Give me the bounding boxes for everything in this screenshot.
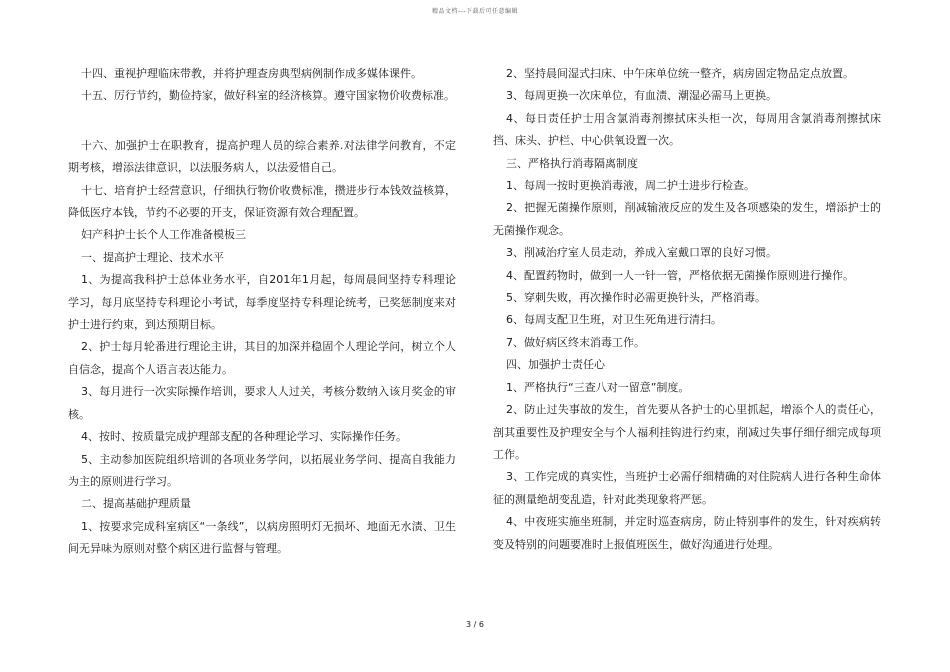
paragraph: 十六、加强护士在职教育，提高护理人员的综合素养.对法律学问教育，不定期考核，增添法律意识，以法服务病人，以法爱惜自己。 [68, 138, 456, 175]
paragraph: 7、做好病区终末消毒工作。 [506, 335, 645, 349]
paragraph: 3、削减治疗室人员走动，养成入室戴口罩的良好习惯。 [506, 246, 777, 260]
page-header: 精品文档---下载后可任意编辑 [432, 8, 518, 15]
left-column [68, 63, 456, 561]
paragraph: 2、防止过失事故的发生，首先要从各护士的心里抓起，增添个人的责任心，剖其重要性及护理安全与个人福利挂钩进行约束，削减过失事仔细仔细完成每项工作。 [493, 403, 881, 461]
paragraph: 2、护士每月轮番进行理论主讲，其目的加深并稳固个人理论学问，树立个人自信念，提高个人语言表达能力。 [68, 340, 456, 376]
paragraph: 4、中夜班实施坐班制，并定时巡查病房，防止特别事件的发生，针对疾病转变及特别的问题要准时上报值班医生，做好沟通进行处理。 [493, 515, 881, 551]
paragraph: 十四、重视护理临床带教，并将护理查房典型病例制作成多媒体课件。 [81, 67, 422, 80]
paragraph: 1、严格执行“三查八对一留意”制度。 [506, 380, 690, 394]
section-heading: 四、加强护士责任心 [506, 358, 605, 372]
paragraph: 4、配置药物时，做到一人一针一管，严格依据无菌操作原则进行操作。 [506, 268, 854, 282]
paragraph: 4、按时、按质量完成护理部支配的各种理论学习、实际操作任务。 [81, 430, 407, 444]
right-column [493, 63, 881, 556]
paragraph: 3、每周更换一次床单位，有血渍、潮湿必需马上更换。 [506, 89, 777, 103]
section-heading: 二、提高基础护理质量 [81, 497, 191, 511]
paragraph: 5、主动参加医院组织培训的各项业务学问，以拓展业务学问、提高自我能力为主的原则进行学习。 [68, 452, 456, 488]
paragraph: 4、每日责任护士用含氯消毒剂擦拭床头柜一次，每周用含氯消毒剂擦拭床挡、床头、护栏、中心供氧设置一次。 [493, 111, 881, 148]
paragraph: 1、按要求完成科室病区“一条线”，以病房照明灯无损坏、地面无水渍、卫生间无异味为原则对整个病区进行监督与管理。 [68, 519, 456, 556]
paragraph: 6、每周支配卫生班，对卫生死角进行清扫。 [506, 313, 722, 327]
paragraph: 1、为提高我科护士总体业务水平，自201年1月起，每周晨间坚持专科理论学习，每月底坚持专科理论小考试，每季度坚持专科理论统考，已奖惩制度来对护士进行约束，到达预期目标。 [68, 273, 456, 332]
paragraph: 3、工作完成的真实性，当班护士必需仔细精确的对住院病人进行各种生命体征的测量绝胡变乱造，针对此类现象将严惩。 [493, 470, 881, 506]
section-heading: 三、严格执行消毒隔离制度 [506, 156, 638, 170]
paragraph: 十七、培育护士经营意识，仔细执行物价收费标准，攒进步行本钱效益核算，降低医疗本钱，节约不必要的开支，保证资源有效合理配置。 [68, 183, 456, 220]
section-title: 妇产科护士长个人工作准备模板三 [81, 228, 246, 242]
page-number: 3 / 6 [466, 620, 484, 629]
paragraph: 3、每月进行一次实际操作培训，要求人人过关，考核分数纳入该月奖金的审核。 [68, 385, 456, 421]
section-heading: 一、提高护士理论、技术水平 [81, 250, 224, 264]
paragraph: 1、每周一按时更换消毒液，周二护士进步行检查。 [506, 179, 755, 193]
paragraph: 十五、厉行节约，勤俭持家，做好科室的经济核算。遵守国家物价收费标准。 [81, 89, 455, 103]
paragraph: 5、穿刺失败，再次操作时必需更换针头，严格消毒。 [506, 291, 766, 305]
paragraph: 2、把握无菌操作原则，削减输液反应的发生及各项感染的发生，增添护士的无菌操作观念。 [493, 201, 881, 237]
paragraph: 2、坚持晨间湿式扫床、中午床单位统一整齐，病房固定物品定点放置。 [506, 67, 854, 80]
